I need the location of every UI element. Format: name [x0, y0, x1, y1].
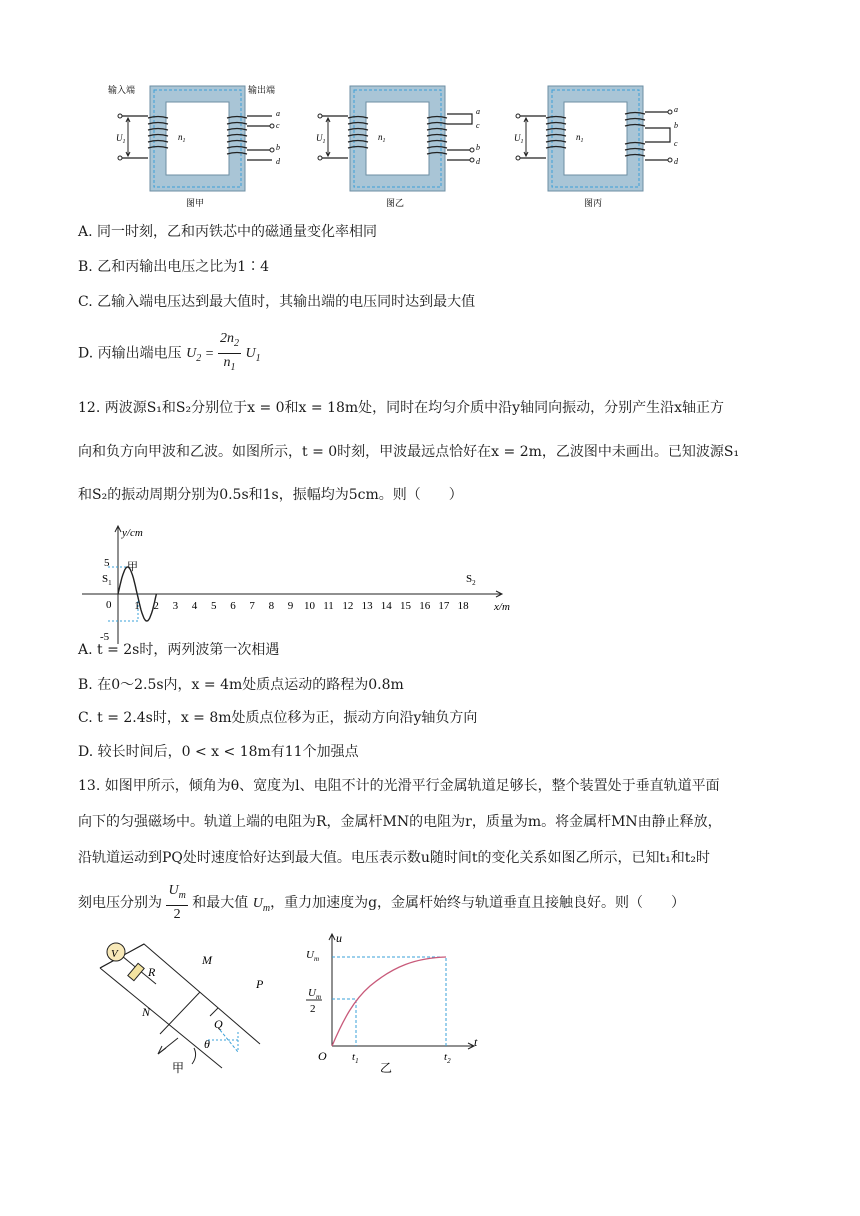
xtick-label: 6 [230, 600, 236, 612]
q12-option-a: A. t = 2s时，两列波第一次相遇 [78, 642, 280, 658]
transformer-figures [100, 78, 700, 218]
xtick-label: 10 [304, 600, 315, 612]
t-label: t [474, 1035, 478, 1049]
u-label: u [336, 931, 342, 945]
svg-text:n1: $n_1$ [576, 132, 584, 144]
q12-stem-line2: 向和负方向甲波和乙波。如图所示，t = 0时刻，甲波最远点恰好在x = 2m，乙波图中未画出。已知波源S₁ [78, 444, 740, 460]
rail-caption: 甲 [172, 1061, 185, 1075]
um-half-fraction: $\frac{U_m}{2}$ [168, 883, 186, 922]
um-guide [332, 957, 446, 1046]
svg-text:b: b [476, 143, 480, 152]
ut-figure-svg [296, 928, 486, 1078]
theta-label: θ [204, 1037, 210, 1051]
q11-option-b: B. 乙和丙输出电压之比为1∶4 [78, 259, 270, 275]
xtick-label: 2 [153, 600, 159, 612]
s1-label: $S_1$ [102, 573, 112, 587]
svg-text:U1: $U_1$ [316, 133, 326, 145]
d-fraction: $\frac{2n_2}{n_1}$ [220, 331, 240, 373]
xtick-label: 9 [287, 600, 294, 612]
xtick-label: 12 [342, 600, 354, 612]
svg-text:b: b [674, 121, 678, 130]
ytick-5: 5 [104, 557, 110, 569]
rail-figure-svg [92, 936, 282, 1076]
x-ticks [134, 600, 469, 612]
caption-yi: 图乙 [386, 199, 405, 209]
wave-chart-svg [82, 522, 522, 646]
svg-text:d: d [674, 157, 678, 166]
svg-text:c: c [476, 121, 480, 130]
xtick-label: 7 [249, 600, 255, 612]
t2-label: $t_2$ [444, 1051, 451, 1065]
q12-option-b: B. 在0～2.5s内，x = 4m处质点运动的路程为0.8m [78, 677, 404, 693]
svg-text:b: b [276, 143, 280, 152]
xtick-label: 3 [172, 600, 179, 612]
transformer-bing [514, 86, 679, 209]
svg-text:d: d [276, 157, 280, 166]
transformer-diagrams-svg [100, 78, 700, 218]
output-label: 输出端 [248, 86, 276, 96]
p-label: P [256, 977, 264, 991]
svg-text:a: a [476, 107, 480, 116]
xtick-label: 15 [400, 600, 411, 612]
xtick-label: 4 [191, 600, 198, 612]
ytick-neg5: -5 [100, 631, 110, 643]
voltmeter-label: V [111, 948, 118, 960]
q13-stem-line3: 沿轨道运动到PQ处时速度恰好达到最大值。电压表示数u随时间t的变化关系如图乙所示，已知t₁和t₂时 [78, 850, 711, 866]
s2-label: $S_2$ [466, 573, 476, 587]
q12-stem-line3: 和S₂的振动周期分别为0.5s和1s，振幅均为5cm。则（ ） [78, 487, 463, 503]
u-curve [332, 957, 446, 1046]
transformer-yi [316, 86, 481, 209]
origin-label: 0 [106, 599, 112, 611]
xtick-label: 13 [361, 600, 373, 612]
y-axis-label: y/cm [122, 527, 143, 539]
m-label: M [202, 953, 212, 967]
um-label: $U_m$ [306, 949, 320, 963]
q13-stem-line4: 刻电压分别为 $\frac{U_m}{2}$ 和最大值 $U_m$，重力加速度为g，金属杆始终与轨道垂直且接触良好。则（ ） [78, 883, 686, 922]
caption-jia: 图甲 [186, 199, 205, 209]
xtick-label: 8 [268, 600, 275, 612]
n1-label: $n_1$ [178, 132, 186, 144]
q12-option-c: C. t = 2.4s时，x = 8m处质点位移为正，振动方向沿y轴负方向 [78, 710, 478, 726]
svg-text:a: a [276, 109, 280, 118]
r-label: R [148, 965, 156, 979]
q11-option-c: C. 乙输入端电压达到最大值时，其输出端的电压同时达到最大值 [78, 294, 476, 310]
q13-stem-line1: 13. 如图甲所示，倾角为θ、宽度为l、电阻不计的光滑平行金属轨道足够长，整个装置处于垂直轨道平面 [78, 778, 720, 794]
svg-text:d: d [476, 157, 480, 166]
rail-figure [92, 936, 282, 1076]
q13-stem-line2: 向下的匀强磁场中。轨道上端的电阻为R，金属杆MN的电阻为r，质量为m。将金属杆MN由静止释放， [78, 814, 722, 830]
transformer-jia [108, 84, 281, 209]
x-axis-label: x/m [494, 601, 510, 613]
half-num-label: $U_m$ [308, 987, 322, 1001]
t1-label: $t_1$ [352, 1051, 359, 1065]
series-label-jia: 甲 [127, 560, 138, 573]
q12-option-d: D. 较长时间后，0 < x < 18m有11个加强点 [78, 744, 359, 760]
svg-text:n1: $n_1$ [378, 132, 386, 144]
xtick-label: 1 [134, 600, 140, 612]
ut-figure [296, 928, 486, 1078]
input-label: 输入端 [108, 86, 136, 96]
svg-text:c: c [276, 121, 280, 130]
q-label: Q [214, 1017, 223, 1031]
n-label: N [142, 1005, 151, 1019]
xtick-label: 5 [211, 600, 217, 612]
half-den-label: 2 [310, 1003, 316, 1015]
wave-chart [82, 522, 522, 646]
svg-text:a: a [674, 105, 678, 114]
xtick-label: 11 [323, 600, 334, 612]
svg-text:U1: $U_1$ [514, 133, 524, 145]
xtick-label: 16 [419, 600, 431, 612]
caption-bing: 图丙 [584, 199, 603, 209]
q11-option-a: A. 同一时刻，乙和丙铁芯中的磁通量变化率相同 [78, 224, 378, 240]
svg-text:c: c [674, 139, 678, 148]
xtick-label: 17 [438, 600, 450, 612]
u1-label: $U_1$ [116, 133, 126, 145]
xtick-label: 14 [380, 600, 392, 612]
xtick-label: 18 [457, 600, 469, 612]
q12-stem-line1: 12. 两波源S₁和S₂分别位于x = 0和x = 18m处，同时在均匀介质中沿y轴同向振动，分别产生沿x轴正方 [78, 400, 724, 416]
q11-option-d: D. 丙输出端电压 $U_2$ = $\frac{2n_2}{n_1}$ $U_1$ [78, 330, 261, 378]
ut-caption: 乙 [380, 1061, 393, 1075]
o-label: O [318, 1049, 327, 1063]
